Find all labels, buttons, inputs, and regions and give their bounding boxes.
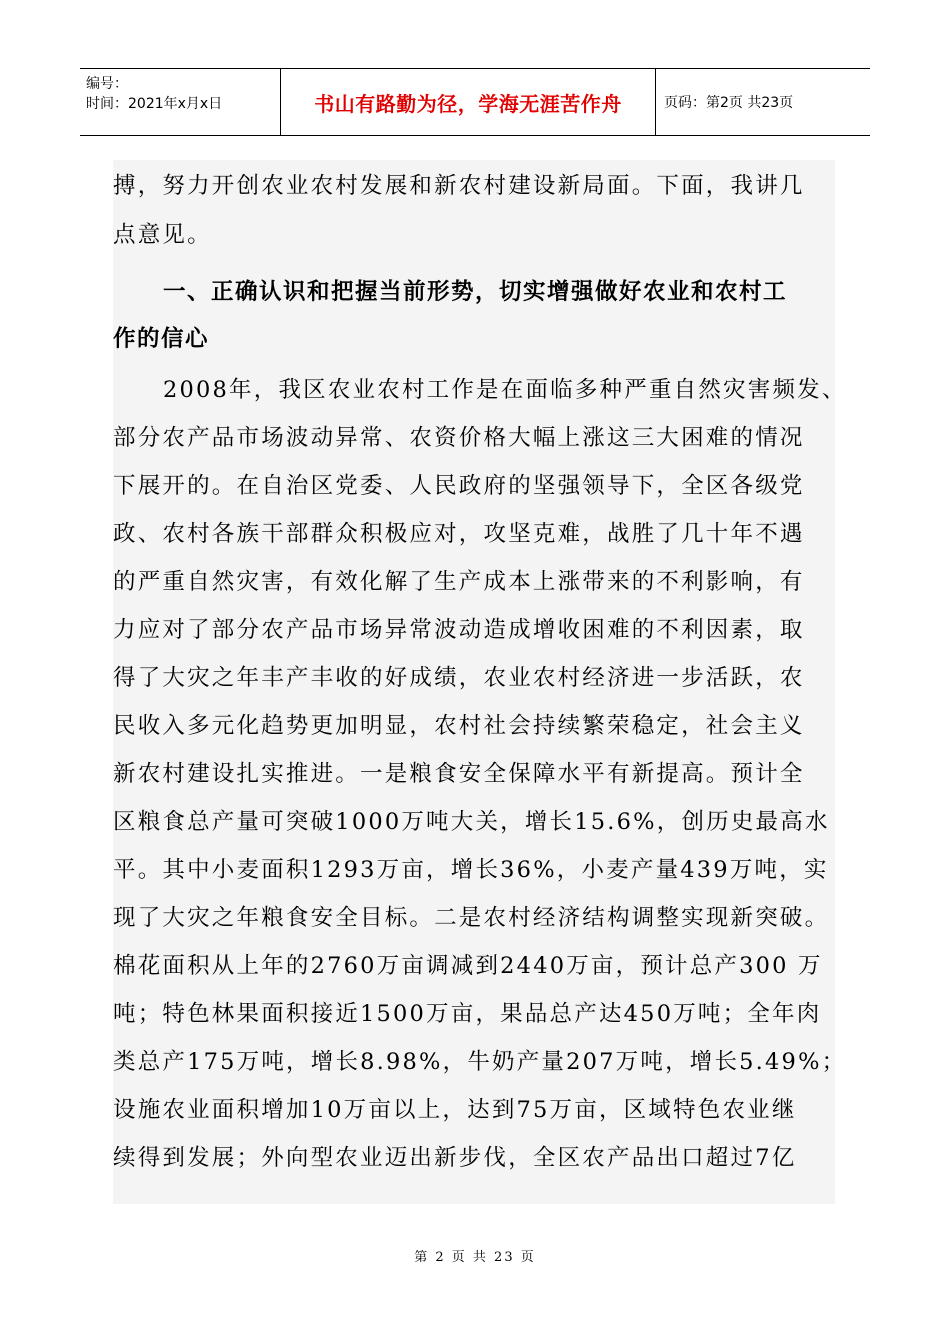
- page-footer: 第 2 页 共 23 页: [414, 1250, 536, 1265]
- header-motto: 书山有路勤为径，学海无涯苦作舟: [281, 69, 656, 135]
- body-line-8: 政、农村各族干部群众积极应对，攻坚克难，战胜了几十年不遇: [113, 521, 805, 547]
- body-line-12: 民收入多元化趋势更加明显，农村社会持续繁荣稳定，社会主义: [113, 713, 805, 739]
- body-line-5: 2008年，我区农业农村工作是在面临多种严重自然灾害频发、: [163, 377, 847, 403]
- body-line-14: 区粮食总产量可突破1000万吨大关，增长15.6%，创历史最高水: [113, 809, 830, 835]
- body-line-11: 得了大灾之年丰产丰收的好成绩，农业农村经济进一步活跃，农: [113, 665, 805, 691]
- body-line-1: 搏，努力开创农业农村发展和新农村建设新局面。下面，我讲几: [113, 173, 805, 199]
- document-body: [113, 160, 847, 1204]
- document-header: [80, 68, 870, 136]
- section-heading-line-1: 一、正确认识和把握当前形势，切实增强做好农业和农村工: [163, 279, 788, 305]
- body-line-15: 平。其中小麦面积1293万亩，增长36%，小麦产量439万吨，实: [113, 857, 829, 883]
- body-line-19: 类总产175万吨，增长8.98%，牛奶产量207万吨，增长5.49%；: [113, 1049, 847, 1075]
- body-line-18: 吨；特色林果面积接近1500万亩，果品总产达450万吨；全年肉: [113, 1001, 822, 1027]
- header-meta: [80, 69, 281, 135]
- header-page-info: 页码：第2页 共23页: [664, 95, 794, 111]
- body-line-6: 部分农产品市场波动异常、农资价格大幅上涨这三大困难的情况: [113, 425, 805, 451]
- body-line-21: 续得到发展；外向型农业迈出新步伐，全区农产品出口超过7亿: [113, 1145, 797, 1171]
- body-line-7: 下展开的。在自治区党委、人民政府的坚强领导下，全区各级党: [113, 473, 805, 499]
- body-line-13: 新农村建设扎实推进。一是粮食安全保障水平有新提高。预计全: [113, 761, 805, 787]
- body-line-9: 的严重自然灾害，有效化解了生产成本上涨带来的不利影响，有: [113, 569, 805, 595]
- body-line-20: 设施农业面积增加10万亩以上，达到75万亩，区域特色农业继: [113, 1097, 797, 1123]
- section-heading-line-2: 作的信心: [113, 326, 210, 352]
- document-date: 时间：2021年x月x日: [86, 96, 223, 112]
- document-number-label: 编号：: [86, 76, 128, 92]
- body-line-16: 现了大灾之年粮食安全目标。二是农村经济结构调整实现新突破。: [113, 905, 830, 931]
- body-line-17: 棉花面积从上年的2760万亩调减到2440万亩，预计总产300 万: [113, 953, 823, 979]
- body-line-10: 力应对了部分农产品市场异常波动造成增收困难的不利因素，取: [113, 617, 805, 643]
- body-line-2: 点意见。: [113, 222, 212, 248]
